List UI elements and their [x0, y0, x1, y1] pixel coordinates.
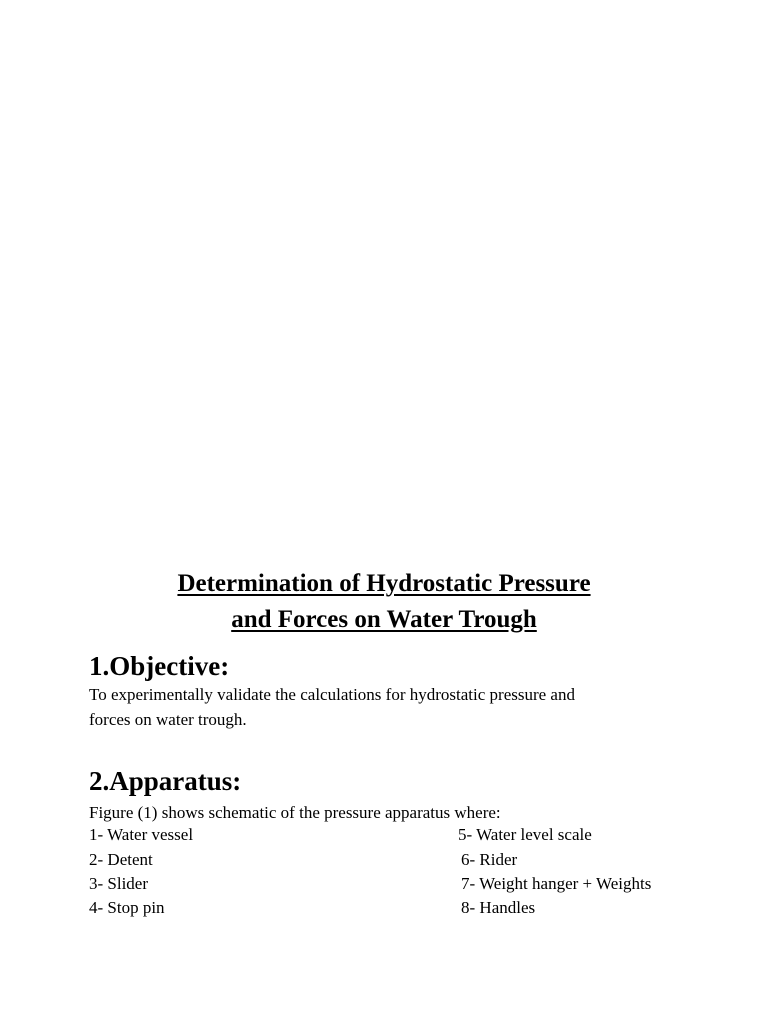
part-item-detent: 2- Detent: [89, 850, 153, 869]
part-item-stop-pin: 4- Stop pin: [89, 898, 165, 917]
part-item-water-vessel: 1- Water vessel: [89, 825, 194, 844]
part-item-weight-hanger: 7- Weight hanger + Weights: [461, 874, 652, 893]
part-item-water-level-scale: 5- Water level scale: [458, 825, 592, 844]
part-item-slider: 3- Slider: [89, 874, 149, 893]
document-title-line-1: Determination of Hydrostatic Pressure: [177, 570, 591, 597]
objective-text-line-2: forces on water trough.: [89, 710, 247, 729]
objective-heading: 1.Objective:: [89, 651, 230, 681]
apparatus-parts-list: [0, 825, 768, 925]
part-item-rider: 6- Rider: [461, 850, 518, 869]
document-title-line-2: and Forces on Water Trough: [231, 606, 537, 633]
part-item-handles: 8- Handles: [461, 898, 536, 917]
objective-text-line-1: To experimentally validate the calculations for hydrostatic pressure and: [89, 685, 575, 704]
apparatus-heading: 2.Apparatus:: [89, 766, 242, 796]
apparatus-intro: Figure (1) shows schematic of the pressure apparatus where:: [89, 803, 501, 822]
